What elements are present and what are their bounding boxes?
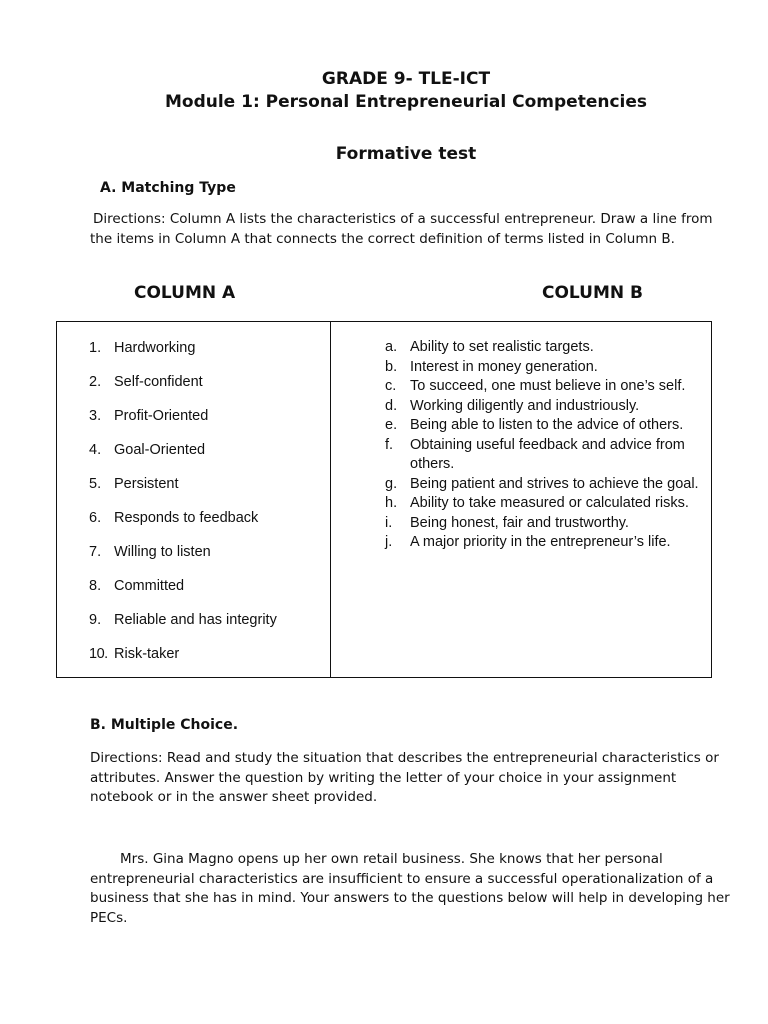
item-text: Risk-taker — [114, 646, 180, 662]
matching-table — [56, 321, 712, 678]
table-divider — [330, 322, 331, 677]
item-letter: j. — [385, 534, 393, 550]
column-b-item — [385, 397, 705, 417]
item-letter: c. — [385, 378, 397, 394]
item-text: Hardworking — [114, 340, 196, 356]
item-text: Responds to feedback — [114, 510, 259, 526]
item-text: Self-confident — [114, 374, 203, 390]
column-b-list — [385, 338, 705, 553]
section-a-heading: A. Matching Type — [100, 180, 236, 196]
item-letter: e. — [385, 417, 398, 433]
item-letter: f. — [385, 436, 394, 453]
module-title: Module 1: Personal Entrepreneurial Competencies — [164, 92, 648, 112]
item-text: Interest in money generation. — [410, 358, 598, 375]
column-a-item — [89, 576, 319, 610]
column-a-item — [89, 542, 319, 576]
test-title: Formative test — [335, 144, 477, 164]
column-a-item — [89, 440, 319, 474]
column-a-item — [89, 338, 319, 372]
column-b-item — [385, 475, 705, 495]
column-a-title: COLUMN A — [134, 283, 236, 303]
item-text: Being able to listen to the advice of others. — [410, 417, 684, 433]
column-a-item — [89, 644, 319, 678]
item-letter: d. — [385, 397, 398, 414]
column-b-item — [385, 436, 705, 475]
item-letter: b. — [385, 358, 398, 375]
item-text: Goal-Oriented — [114, 442, 206, 458]
item-text: Being honest, fair and trustworthy. — [410, 514, 629, 531]
item-letter: h. — [385, 495, 398, 511]
column-b-item — [385, 514, 705, 534]
item-text: Ability to take measured or calculated risks. — [410, 495, 689, 511]
item-number: 3. — [89, 408, 102, 424]
item-number: 2. — [89, 374, 102, 390]
item-text: Persistent — [114, 476, 179, 492]
column-a-item — [89, 372, 319, 406]
column-a-item — [89, 508, 319, 542]
item-number: 5. — [89, 476, 102, 492]
column-a-item — [89, 474, 319, 508]
section-a-directions: Directions: Column A lists the characteristics of a successful entrepreneur. Draw a line from the items in Column A that connects the correct definition of terms listed in Column B. — [90, 211, 713, 247]
item-text: Being patient and strives to achieve the goal. — [410, 475, 699, 492]
item-number: 4. — [89, 442, 102, 458]
item-number: 10. — [89, 646, 108, 662]
item-number: 9. — [89, 612, 102, 628]
item-text: Obtaining useful feedback and advice from others. — [410, 436, 685, 472]
item-text: Working diligently and industriously. — [410, 397, 640, 414]
item-text: A major priority in the entrepreneur’s life. — [410, 534, 671, 550]
document-title: GRADE 9- TLE-ICT — [321, 69, 491, 89]
column-a-list — [89, 338, 319, 678]
item-letter: i. — [385, 514, 393, 531]
column-b-item — [385, 416, 705, 436]
item-number: 1. — [89, 340, 102, 356]
item-letter: a. — [385, 339, 398, 355]
item-text: Reliable and has integrity — [114, 612, 277, 628]
column-b-item — [385, 358, 705, 378]
item-number: 8. — [89, 578, 102, 594]
section-b-directions: Directions: Read and study the situation that describes the entrepreneurial characteristics or attributes. Answer the question by writing the letter of your choice in your assignment notebook or in the answer sheet provided. — [90, 750, 719, 805]
item-number: 6. — [89, 510, 102, 526]
item-number: 7. — [89, 544, 102, 560]
item-text: Willing to listen — [114, 544, 211, 560]
column-b-item — [385, 494, 705, 514]
column-b-title: COLUMN B — [542, 283, 643, 303]
situation-paragraph: Mrs. Gina Magno opens up her own retail business. She knows that her personal entrepreneurial characteristics are insufficient to ensure a successful operationalization of a business that she has in mind. Your answers to the questions below will help in developing her PECs. — [90, 851, 730, 926]
section-b-heading: B. Multiple Choice. — [90, 717, 239, 733]
column-a-item — [89, 406, 319, 440]
column-b-item — [385, 533, 705, 553]
item-text: Ability to set realistic targets. — [410, 339, 594, 355]
column-a-item — [89, 610, 319, 644]
column-b-item — [385, 338, 705, 358]
item-text: Committed — [114, 578, 185, 594]
item-text: Profit-Oriented — [114, 408, 209, 424]
item-letter: g. — [385, 475, 398, 492]
item-text: To succeed, one must believe in one’s self. — [410, 378, 686, 394]
column-b-item — [385, 377, 705, 397]
